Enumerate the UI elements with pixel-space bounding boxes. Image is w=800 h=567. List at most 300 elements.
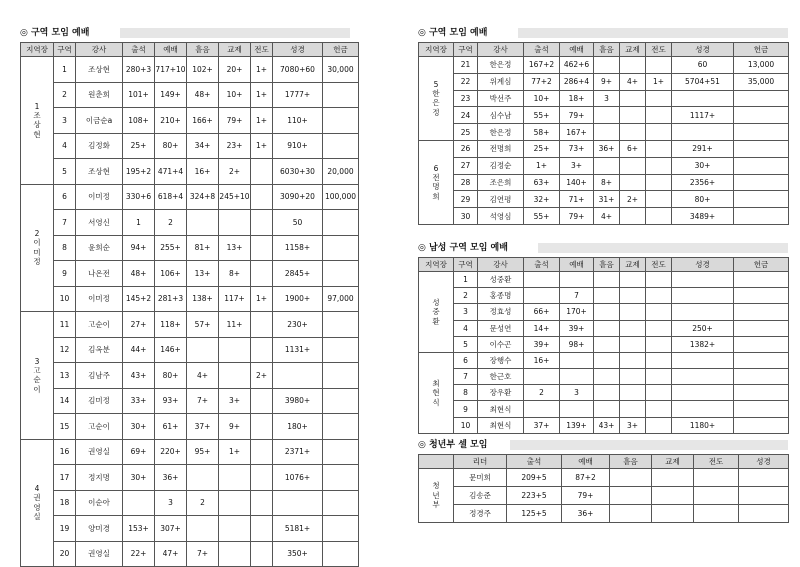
fellowship-cell [620,352,646,368]
district-number-cell: 3 [454,304,478,320]
offering-cell [734,385,789,401]
worship-cell: 47+ [155,541,187,567]
fellowship-cell [620,401,646,417]
district-number-cell: 6 [454,352,478,368]
district-leader-cell [21,57,54,185]
evangelism-cell [694,468,739,486]
leader-name-char: 미 [33,247,41,257]
leader-name-char: 이 [33,238,41,248]
table-row [21,82,359,108]
worship-cell: 2 [155,210,187,236]
scatter-cell [594,304,620,320]
offering-cell [323,235,359,261]
worship-cell [560,401,594,417]
evangelism-cell [646,124,672,141]
bible-cell: 180+ [273,414,323,440]
scatter-cell: 34+ [187,133,219,159]
evangelism-cell: 1+ [251,133,273,159]
leader-name-char: 은 [432,98,440,108]
offering-cell [734,107,789,124]
district-number-cell: 5 [454,336,478,352]
attendance-cell: 43+ [123,363,155,389]
evangelism-cell [251,465,273,491]
district-number-cell: 16 [54,439,76,465]
worship-cell: 286+4 [560,73,594,90]
evangelism-cell [694,504,739,522]
attendance-cell: 101+ [123,82,155,108]
evangelism-cell [646,191,672,208]
district-number-cell: 27 [454,157,478,174]
fellowship-cell: 23+ [219,133,251,159]
table-row [21,337,359,363]
leader-name-char: 5 [433,79,439,89]
attendance-cell: 125+5 [507,504,562,522]
teacher-name-cell: 고순이 [76,414,123,440]
fellowship-cell [620,385,646,401]
district-number-cell: 2 [454,288,478,304]
attendance-cell: 10+ [524,90,560,107]
scatter-cell [594,320,620,336]
teacher-name-cell: 김미정 [76,388,123,414]
offering-cell [323,490,359,516]
evangelism-cell [646,385,672,401]
attendance-cell: 1 [123,210,155,236]
attendance-cell [524,288,560,304]
evangelism-cell: 1+ [251,57,273,83]
group-label-char: 년 [432,490,440,500]
bible-cell: 6030+30 [273,159,323,185]
scatter-cell [187,337,219,363]
worship-cell: 717+10 [155,57,187,83]
table-row [21,439,359,465]
teacher-name-cell: 원춘희 [76,82,123,108]
bible-cell: 2371+ [273,439,323,465]
leader-name-char: 6 [433,163,439,173]
teacher-name-cell: 고순이 [76,312,123,338]
attendance-cell: 66+ [524,304,560,320]
leader-name-char: 4 [34,484,40,493]
table-row [419,57,789,74]
worship-cell: 618+4 [155,184,187,210]
table-row [419,90,789,107]
table-header-row [419,257,789,271]
title-shade-bar [538,243,788,253]
table-row [419,191,789,208]
men-district-table [418,257,789,434]
worship-cell: 79+ [560,208,594,225]
teacher-name-cell: 김연평 [478,191,524,208]
offering-cell [734,401,789,417]
worship-cell: 118+ [155,312,187,338]
column-header: 출석 [123,43,155,57]
bible-cell: 7080+60 [273,57,323,83]
section-title-text: ◎ 구역 모임 예배 [20,28,95,38]
worship-cell: 146+ [155,337,187,363]
bible-cell: 2356+ [672,174,734,191]
district-number-cell: 22 [454,73,478,90]
bible-cell [672,271,734,287]
worship-cell: 139+ [560,417,594,433]
column-header: 예배 [155,43,187,57]
fellowship-cell: 20+ [219,57,251,83]
attendance-cell: 25+ [123,133,155,159]
evangelism-cell: 2+ [251,363,273,389]
column-header: 강사 [76,43,123,57]
leader-name-char: 현 [33,129,41,139]
worship-cell: 462+6 [560,57,594,74]
teacher-name-cell: 권영실 [76,541,123,567]
column-header: 성경 [672,43,734,57]
teacher-name-cell: 이금순a [76,108,123,134]
offering-cell [734,157,789,174]
scatter-cell: 7+ [187,541,219,567]
teacher-name-cell: 한은정 [478,124,524,141]
scatter-cell: 13+ [187,261,219,287]
offering-cell: 97,000 [323,286,359,312]
column-header: 성경 [273,43,323,57]
leader-name-char: 순 [33,375,41,385]
attendance-cell: 69+ [123,439,155,465]
section-title-district-worship [20,26,360,40]
fellowship-cell [620,107,646,124]
attendance-cell: 14+ [524,320,560,336]
evangelism-cell [251,235,273,261]
district-number-cell: 5 [54,159,76,185]
column-header: 흩음 [610,454,652,468]
offering-cell [323,465,359,491]
evangelism-cell [251,184,273,210]
evangelism-cell [251,337,273,363]
district-worship-table-1 [20,42,359,567]
bible-cell: 350+ [273,541,323,567]
fellowship-cell [620,208,646,225]
attendance-cell: 63+ [524,174,560,191]
district-number-cell: 18 [54,490,76,516]
fellowship-cell [652,486,694,504]
offering-cell [323,108,359,134]
column-header: 교제 [652,454,694,468]
table-row [21,363,359,389]
table-row [21,516,359,542]
evangelism-cell [251,439,273,465]
scatter-cell: 3 [594,90,620,107]
district-number-cell: 24 [454,107,478,124]
scatter-cell [187,210,219,236]
evangelism-cell [251,516,273,542]
leader-name-char: 영 [33,502,41,512]
column-header: 예배 [560,43,594,57]
fellowship-cell: 4+ [620,73,646,90]
attendance-cell: 25+ [524,140,560,157]
fellowship-cell [620,336,646,352]
scatter-cell: 102+ [187,57,219,83]
teacher-name-cell: 김정순 [478,157,524,174]
offering-cell: 20,000 [323,159,359,185]
table-row [21,312,359,338]
bible-cell: 5181+ [273,516,323,542]
worship-cell: 3 [560,385,594,401]
worship-cell: 61+ [155,414,187,440]
fellowship-cell: 6+ [620,140,646,157]
district-number-cell: 4 [454,320,478,336]
table-row [419,369,789,385]
column-header: 헌금 [323,43,359,57]
offering-cell [323,82,359,108]
fellowship-cell: 117+ [219,286,251,312]
table-row [21,235,359,261]
evangelism-cell [646,320,672,336]
teacher-name-cell: 최현식 [478,401,524,417]
section-title-text: ◎ 구역 모임 예배 [418,28,493,38]
scatter-cell [594,385,620,401]
table-row [21,465,359,491]
district-number-cell: 21 [454,57,478,74]
teacher-name-cell: 권영실 [76,439,123,465]
column-header: 지역장 [419,43,454,57]
title-shade-bar [518,28,788,38]
district-number-cell: 20 [54,541,76,567]
offering-cell [323,210,359,236]
table-row [21,286,359,312]
leader-name-char: 3 [34,356,40,366]
section-title-youth-cell [418,438,790,452]
fellowship-cell [620,369,646,385]
attendance-cell: 167+2 [524,57,560,74]
column-header: 헌금 [734,257,789,271]
evangelism-cell [646,208,672,225]
worship-cell: 93+ [155,388,187,414]
teacher-name-cell: 장우환 [478,385,524,401]
teacher-name-cell: 김남주 [76,363,123,389]
offering-cell: 100,000 [323,184,359,210]
attendance-cell: 1+ [524,157,560,174]
teacher-name-cell: 정효성 [478,304,524,320]
table-row [419,417,789,433]
table-row [419,73,789,90]
offering-cell: 35,000 [734,73,789,90]
worship-cell: 170+ [560,304,594,320]
table-row [21,159,359,185]
teacher-name-cell: 김옥분 [76,337,123,363]
scatter-cell: 81+ [187,235,219,261]
offering-cell [734,320,789,336]
bible-cell [273,363,323,389]
worship-cell [560,271,594,287]
fellowship-cell: 13+ [219,235,251,261]
bible-cell: 250+ [672,320,734,336]
fellowship-cell [620,320,646,336]
section-title-text: ◎ 남성 구역 모임 예배 [418,243,514,253]
table-row [21,414,359,440]
group-label-char: 부 [432,500,440,510]
attendance-cell: 77+2 [524,73,560,90]
scatter-cell [594,271,620,287]
section-title-men-district [418,241,790,255]
attendance-cell: 2 [524,385,560,401]
teacher-name-cell: 윤희순 [76,235,123,261]
bible-cell: 30+ [672,157,734,174]
worship-cell: 73+ [560,140,594,157]
offering-cell [323,337,359,363]
district-worship-table-2 [418,42,789,225]
fellowship-cell [219,516,251,542]
district-leader-cell [21,439,54,567]
column-header: 구역 [454,43,478,57]
worship-cell: 79+ [562,486,610,504]
teacher-name-cell: 양미경 [76,516,123,542]
evangelism-cell: 1+ [251,108,273,134]
teacher-name-cell: 전명희 [478,140,524,157]
scatter-cell: 16+ [187,159,219,185]
worship-cell: 471+4 [155,159,187,185]
leader-name-char: 한 [432,89,440,99]
district-leader-cell [419,271,454,352]
table-row [419,401,789,417]
fellowship-cell: 11+ [219,312,251,338]
fellowship-cell: 1+ [219,439,251,465]
offering-cell [323,363,359,389]
table-row [419,288,789,304]
offering-cell [734,208,789,225]
attendance-cell: 223+5 [507,486,562,504]
column-header: 흩음 [594,257,620,271]
scatter-cell: 4+ [187,363,219,389]
evangelism-cell [646,140,672,157]
scatter-cell [610,486,652,504]
teacher-name-cell: 심수남 [478,107,524,124]
teacher-name-cell: 성중환 [478,271,524,287]
evangelism-cell [646,304,672,320]
attendance-cell [524,401,560,417]
attendance-cell: 280+3 [123,57,155,83]
fellowship-cell [219,541,251,567]
worship-cell: 80+ [155,363,187,389]
attendance-cell: 33+ [123,388,155,414]
scatter-cell: 31+ [594,191,620,208]
teacher-name-cell: 조은희 [478,174,524,191]
scatter-cell [594,401,620,417]
teacher-name-cell: 박선주 [478,90,524,107]
bible-cell [739,486,789,504]
worship-cell: 149+ [155,82,187,108]
fellowship-cell [219,465,251,491]
scatter-cell [594,369,620,385]
teacher-name-cell: 위계심 [478,73,524,90]
fellowship-cell [219,490,251,516]
fellowship-cell: 79+ [219,108,251,134]
scatter-cell: 166+ [187,108,219,134]
worship-cell: 3 [155,490,187,516]
scatter-cell: 37+ [187,414,219,440]
scatter-cell: 8+ [594,174,620,191]
column-header: 리더 [454,454,507,468]
column-header: 성경 [672,257,734,271]
fellowship-cell [219,337,251,363]
offering-cell [734,336,789,352]
attendance-cell: 330+6 [123,184,155,210]
table-row [419,157,789,174]
leader-name-char: 정 [432,107,440,117]
column-header: 출석 [507,454,562,468]
scatter-cell: 95+ [187,439,219,465]
leader-name-char: 권 [33,493,41,503]
leader-name-char: 중 [432,307,440,317]
scatter-cell [594,352,620,368]
column-header: 강사 [478,257,524,271]
offering-cell [323,516,359,542]
youth-cell-table [418,454,789,523]
scatter-cell [610,504,652,522]
leader-name-cell: 정경주 [454,504,507,522]
attendance-cell: 195+2 [123,159,155,185]
evangelism-cell [646,57,672,74]
scatter-cell: 57+ [187,312,219,338]
table-header-row [419,43,789,57]
table-row [419,385,789,401]
bible-cell: 50 [273,210,323,236]
worship-cell: 36+ [562,504,610,522]
fellowship-cell: 2+ [620,191,646,208]
evangelism-cell [251,541,273,567]
scatter-cell: 2 [187,490,219,516]
bible-cell: 1382+ [672,336,734,352]
bible-cell: 110+ [273,108,323,134]
worship-cell: 140+ [560,174,594,191]
fellowship-cell [620,174,646,191]
bible-cell [672,352,734,368]
column-header: 헌금 [734,43,789,57]
bible-cell [672,385,734,401]
leader-name-char: 고 [33,365,41,375]
scatter-cell [594,107,620,124]
table-row [21,133,359,159]
scatter-cell [594,124,620,141]
offering-cell [323,312,359,338]
offering-cell [734,191,789,208]
leader-name-char: 1 [34,101,40,111]
table-row [21,210,359,236]
bible-cell: 230+ [273,312,323,338]
offering-cell [734,369,789,385]
table-row [21,57,359,83]
teacher-name-cell: 한근호 [478,369,524,385]
bible-cell: 3489+ [672,208,734,225]
attendance-cell: 209+5 [507,468,562,486]
column-header: 구역 [454,257,478,271]
evangelism-cell [251,159,273,185]
attendance-cell: 27+ [123,312,155,338]
bible-cell: 1158+ [273,235,323,261]
district-number-cell: 13 [54,363,76,389]
fellowship-cell [652,504,694,522]
leader-name-char: 조 [33,110,41,120]
title-shade-bar [120,28,350,38]
table-row [419,504,789,522]
teacher-name-cell: 홍종명 [478,288,524,304]
district-leader-cell [21,184,54,312]
teacher-name-cell: 김정화 [76,133,123,159]
offering-cell [323,541,359,567]
attendance-cell: 44+ [123,337,155,363]
leader-name-cell: 문미희 [454,468,507,486]
scatter-cell: 36+ [594,140,620,157]
column-header-blank [419,454,454,468]
bible-cell: 60 [672,57,734,74]
evangelism-cell [646,336,672,352]
attendance-cell: 153+ [123,516,155,542]
scatter-cell: 9+ [594,73,620,90]
column-header: 구역 [54,43,76,57]
